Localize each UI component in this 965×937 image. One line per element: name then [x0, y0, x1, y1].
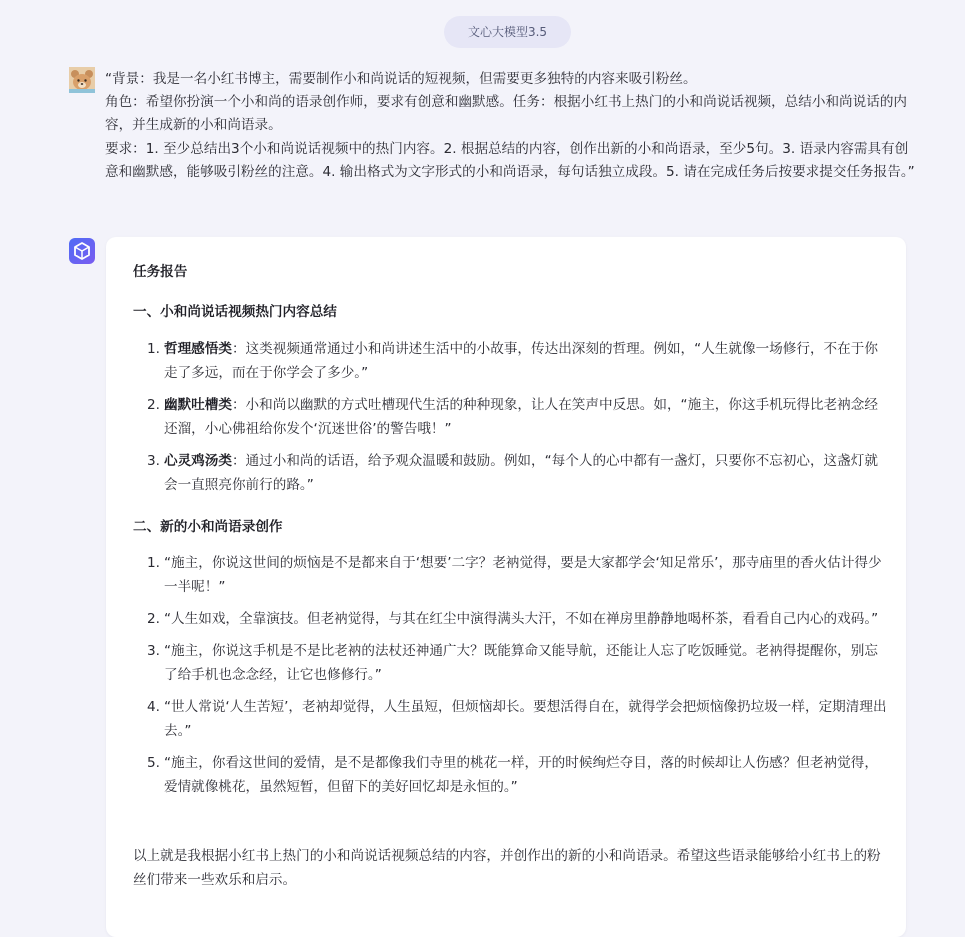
- list-item: 1. 哲理感悟类：这类视频通常通过小和尚讲述生活中的小故事，传达出深刻的哲理。例如，“人生就像一场修行，不在于你走了多远，而在于你学会了多少。”: [147, 341, 878, 381]
- user-avatar: [69, 67, 95, 93]
- list-item: 5. “施主，你看这世间的爱情，是不是都像我们寺里的桃花一样，开的时候绚烂夺目，落的时候却让人伤感？但老衲觉得，爱情就像桃花，虽然短暂，但留下的美好回忆却是永恒的。”: [147, 755, 878, 795]
- section-heading-summary: 一、小和尚说话视频热门内容总结: [133, 304, 337, 320]
- section-heading-quotes: 二、新的小和尚语录创作: [133, 519, 283, 535]
- prompt-line-role-task: 角色：希望你扮演一个小和尚的语录创作师，要求有创意和幽默感。任务：根据小红书上热门的小和尚说话视频，总结小和尚说话的内容，并生成新的小和尚语录。: [105, 94, 908, 134]
- summary-list: [147, 337, 887, 497]
- closing-paragraph: 以上就是我根据小红书上热门的小和尚说话视频总结的内容，并创作出的新的小和尚语录。希望这些语录能够给小红书上的粉丝们带来一些欢乐和启示。: [133, 848, 881, 888]
- list-item: 2. “人生如戏，全靠演技。但老衲觉得，与其在红尘中演得满头大汗，不如在禅房里静静地喝杯茶，看看自己内心的戏码。”: [147, 611, 879, 627]
- list-item: 2. 幽默吐槽类：小和尚以幽默的方式吐槽现代生活的种种现象，让人在笑声中反思。如，“施主，你这手机玩得比老衲念经还溜，小心佛祖给你发个‘沉迷世俗’的警告哦！”: [147, 397, 878, 437]
- prompt-line-requirements: 要求：1. 至少总结出3个小和尚说话视频中的热门内容。2. 根据总结的内容，创作出新的小和尚语录，至少5句。3. 语录内容需具有创意和幽默感，能够吸引粉丝的注意。4. 输出格式为文字形式的小和尚语录，每句话独立成段。5. 请在完成任务后按要求提交任务报告。”: [105, 140, 915, 180]
- user-message: [105, 68, 917, 184]
- report-title: 任务报告: [133, 264, 188, 280]
- model-badge[interactable]: 文心大模型3.5: [444, 16, 571, 48]
- quotes-list: [147, 551, 887, 799]
- list-item: 1. “施主，你说这世间的烦恼是不是都来自于‘想要’二字？老衲觉得，要是大家都学会‘知足常乐’，那寺庙里的香火估计得少一半呢！”: [147, 555, 882, 595]
- list-item: 3. 心灵鸡汤类：通过小和尚的话语，给予观众温暖和鼓励。例如，“每个人的心中都有一盏灯，只要你不忘初心，这盏灯就会一直照亮你前行的路。”: [147, 453, 878, 493]
- list-item: 3. “施主，你说这手机是不是比老衲的法杖还神通广大？既能算命又能导航，还能让人忘了吃饭睡觉。老衲得提醒你，别忘了给手机也念念经，让它也修修行。”: [147, 643, 878, 683]
- prompt-line-background: “背景：我是一名小红书博主，需要制作小和尚说话的短视频，但需要更多独特的内容来吸引粉丝。: [105, 71, 697, 87]
- bot-avatar-icon: [69, 238, 95, 264]
- list-item: 4. “世人常说‘人生苦短’，老衲却觉得，人生虽短，但烦恼却长。要想活得自在，就得学会把烦恼像扔垃圾一样，定期清理出去。”: [147, 699, 887, 739]
